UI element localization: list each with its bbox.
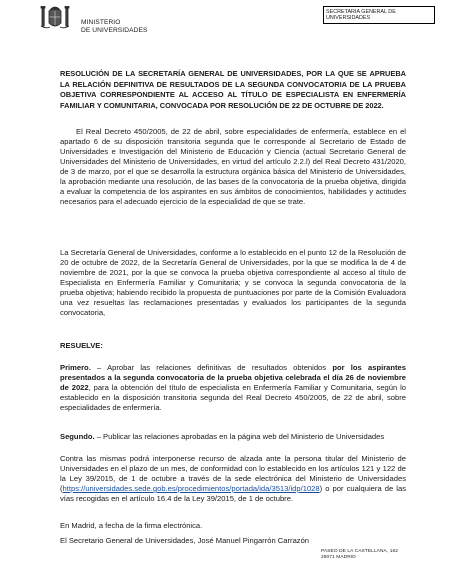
resuelve-heading: RESUELVE:: [60, 341, 103, 350]
primero-text1: – Aprobar las relaciones definitivas de resultados obtenidos: [90, 363, 333, 372]
recurso-text2: ) o por cualquiera de las vías recogidas en el artículo 16.4 de la Ley 39/2015, de 1 de octubre.: [60, 484, 406, 503]
ministry-line2: DE UNIVERSIDADES: [81, 27, 148, 34]
department-line2: UNIVERSIDADES: [326, 15, 371, 21]
paragraph-royal-decree: El Real Decreto 450/2005, de 22 de abril, sobre especialidades de enfermería, establece en el apartado 6 de su disposición transitoria segunda que le corresponde al Secretario de Estado de Universidades e Investigación del Ministerio de Educación y Ciencia (actual Secretario General de Universidades del Ministerio de Universidades, en virtud del artículo 2.2.l) del Real Decreto 431/2020, de 3 de marzo, por el que se desarrolla la estructura orgánica básica del Ministerio de Universidades, la aprobación mediante una resolución, de las bases de la convocatoria de la prueba objetiva, dirigida a evaluar la competencia de los aspirantes en sus ámbitos de conocimientos, habilidades y actitudes necesarios para el adecuado ejercicio de la especialidad de que se trate.: [60, 127, 406, 206]
paragraph-secretaria: La Secretaría General de Universidades, conforme a lo establecido en el punto 12 de la Resolución de 20 de octubre de 2022, de la Secretaría General de Universidades, por la que se modifica la de 4 de noviembre de 2021, por la que se convoca la prueba objetiva correspondiente al acceso al título de Especialista en Enfermería Familiar y Comunitaria; y se convoca la segunda convocatoria de la prueba objetiva; habiendo recibido la propuesta de puntuaciones por parte de la Comisión Evaluadora una vez resueltas las reclamaciones presentadas y evaluados los participantes de la segunda convocatoria,: [60, 248, 406, 317]
recurso-text1: Contra las mismas podrá interponerse recurso de alzada ante la persona titular del Ministerio de Universidades en el plazo de un mes, de conformidad con lo establecido en los artículos 121 y 122 de la Ley 39/2015, de 1 de octubre a través de la sede electrónica del Ministerio de Universidades (: [60, 454, 406, 493]
department-box: [323, 6, 435, 24]
date-line: En Madrid, a fecha de la firma electrónica.: [60, 521, 203, 530]
primero-text2: , para la obtención del título de especialista en Enfermería Familiar y Comunitaria, según lo establecido en la disposición transitoria segunda del Real Decreto 450/2005, de 22 de abril, sobre especialidades de enfermería.: [60, 383, 406, 412]
segundo-text: – Publicar las relaciones aprobadas en la página web del Ministerio de Universidades: [94, 432, 385, 441]
footer-line1: PASEO DE LA CASTELLANA, 162: [321, 549, 398, 554]
primero-label: Primero.: [60, 363, 91, 372]
document-title: RESOLUCIÓN DE LA SECRETARÍA GENERAL DE UNIVERSIDADES, POR LA QUE SE APRUEBA LA RELACIÓN DEFINITIVA DE RESULTADOS DE LA SEGUNDA CONVOCATORIA DE LA PRUEBA OBJETIVA CORRESPONDIENTE AL ACCESO AL TÍTULO DE ESPECIALISTA EN ENFERMERÍA FAMILIAR Y COMUNITARIA, CONVOCADA POR RESOLUCIÓN DE 22 DE OCTUBRE DE 2022.: [60, 69, 406, 110]
department-line1: SECRETARIA GENERAL DE: [326, 8, 396, 15]
signature-line: El Secretario General de Universidades, José Manuel Pingarrón Carrazón: [60, 536, 310, 545]
ministry-line1: MINISTERIO: [81, 19, 121, 26]
coat-of-arms-icon: [38, 5, 72, 31]
paragraph-recurso: [60, 454, 406, 504]
paragraph-segundo: [60, 432, 406, 442]
paragraph-primero: [60, 363, 406, 413]
ministry-name: [81, 19, 147, 35]
primero-bold: por los aspirantes presentados a la segunda convocatoria de la prueba objetiva celebrada el día 26 de noviembre de 2022: [60, 363, 407, 392]
footer-line2: 28071 MADRID: [321, 555, 356, 560]
footer-address: [321, 549, 398, 561]
sede-link[interactable]: https://universidades.sede.gob.es/procedimientos/portada/ida/3513/idp/1028: [62, 484, 320, 493]
segundo-label: Segundo.: [60, 432, 95, 441]
